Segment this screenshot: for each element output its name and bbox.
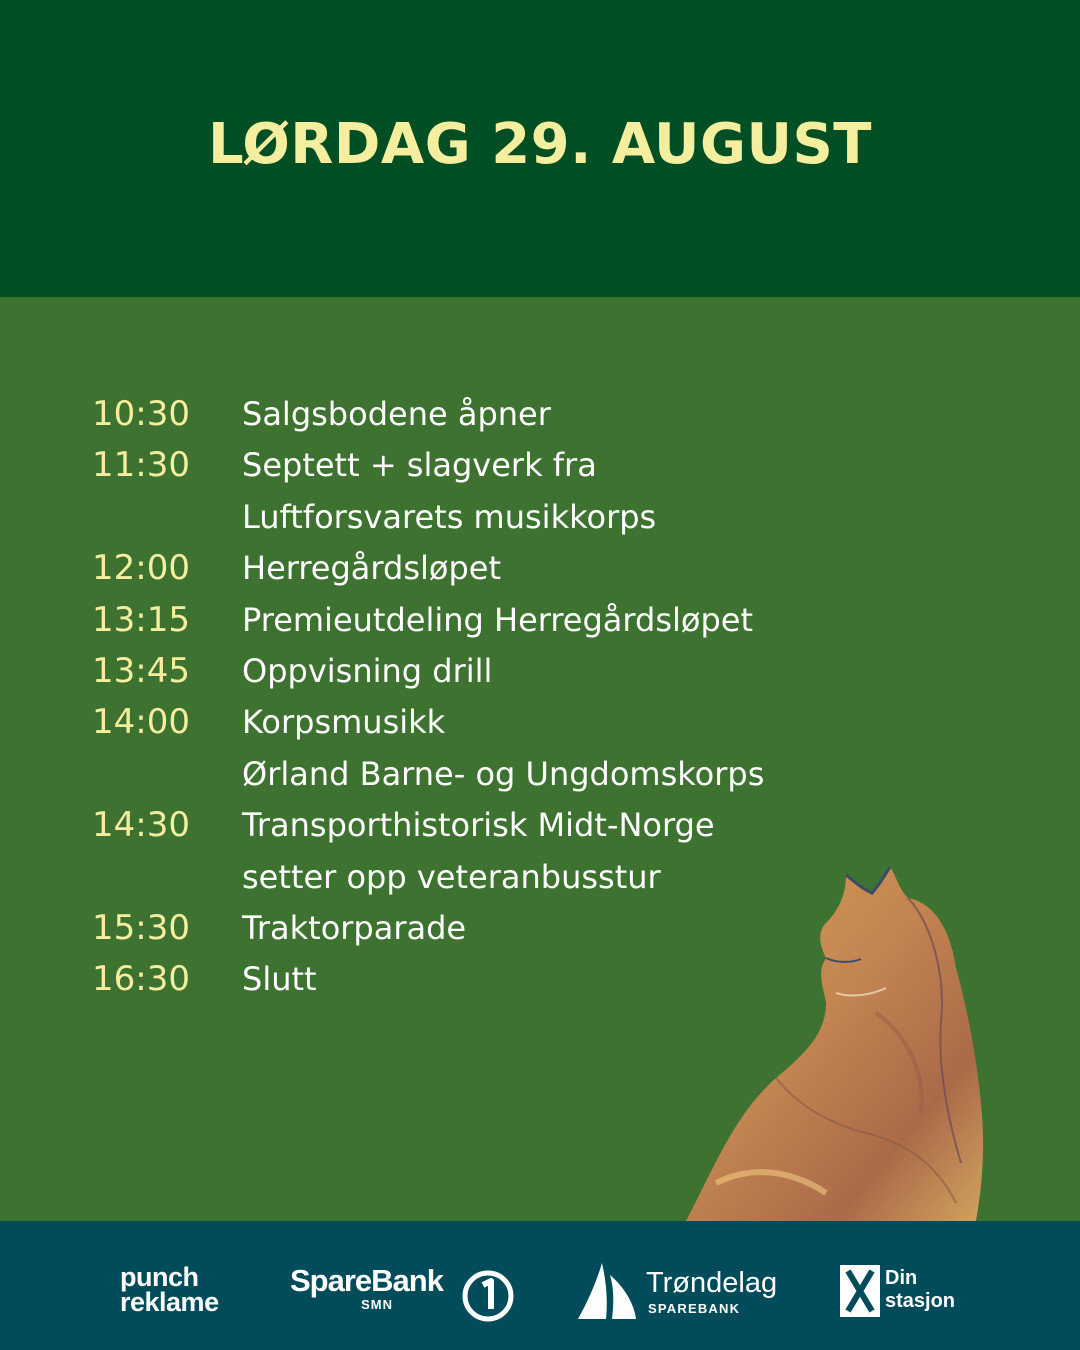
schedule-activity-line: Oppvisning drill bbox=[242, 652, 493, 691]
sponsor-footer bbox=[0, 1221, 1080, 1350]
schedule-activity-line: Premieutdeling Herregårdsløpet bbox=[242, 600, 753, 639]
schedule-row bbox=[92, 697, 852, 800]
schedule-row bbox=[92, 646, 852, 697]
din-stasjon-icon bbox=[840, 1265, 880, 1317]
schedule-activity bbox=[242, 440, 852, 543]
schedule-activity bbox=[242, 543, 852, 594]
schedule-time: 16:30 bbox=[92, 959, 190, 1000]
punch-line-1: punch bbox=[120, 1262, 199, 1292]
sparebank-one-icon bbox=[461, 1269, 515, 1323]
schedule-row bbox=[92, 389, 852, 440]
trondelag-sub: SPAREBANK bbox=[648, 1301, 741, 1316]
schedule-row bbox=[92, 543, 852, 594]
schedule-activity-line: Salgsbodene åpner bbox=[242, 395, 551, 433]
schedule-activity-line: Traktorparade bbox=[242, 909, 467, 948]
schedule-time: 15:30 bbox=[92, 908, 190, 949]
din-stasjon-line-1: Din bbox=[885, 1267, 918, 1289]
sail-icon bbox=[576, 1261, 640, 1321]
schedule-time: 14:30 bbox=[92, 805, 190, 846]
sparebank-logo bbox=[290, 1265, 443, 1312]
schedule-activity-line: Ørland Barne- og Ungdomskorps bbox=[242, 754, 765, 793]
schedule-activity bbox=[242, 595, 852, 646]
schedule-activity-line: Luftforsvarets musikkorps bbox=[242, 497, 657, 536]
schedule-row bbox=[92, 440, 852, 543]
schedule-activity bbox=[242, 697, 852, 800]
schedule-row bbox=[92, 595, 852, 646]
header-band bbox=[0, 0, 1080, 297]
trondelag-name: Trøndelag bbox=[646, 1267, 778, 1299]
punch-line-2: reklame bbox=[120, 1287, 219, 1317]
punch-reklame-logo bbox=[120, 1262, 219, 1317]
schedule-activity-line: setter opp veteranbusstur bbox=[242, 857, 661, 896]
schedule-time: 13:45 bbox=[92, 651, 190, 692]
schedule-activity-line: Transporthistorisk Midt-Norge bbox=[242, 806, 715, 845]
cat-illustration bbox=[676, 863, 996, 1221]
schedule-time: 11:30 bbox=[92, 445, 190, 486]
sparebank-sub: SMN bbox=[361, 1297, 393, 1312]
schedule-time: 10:30 bbox=[92, 394, 190, 434]
din-stasjon-line-2: stasjon bbox=[885, 1290, 956, 1312]
schedule-time: 14:00 bbox=[92, 702, 190, 743]
sparebank-name: SpareBank bbox=[290, 1263, 443, 1298]
schedule-activity bbox=[242, 389, 852, 440]
schedule-activity-line: Septett + slagverk fra bbox=[242, 446, 597, 485]
page-title: LØRDAG 29. AUGUST bbox=[208, 112, 872, 177]
schedule-time: 13:15 bbox=[92, 599, 190, 640]
schedule-activity-line: Herregårdsløpet bbox=[242, 549, 501, 588]
schedule-panel bbox=[0, 297, 1080, 1221]
schedule-activity-line: Slutt bbox=[242, 960, 317, 999]
schedule-activity-line: Korpsmusikk bbox=[242, 703, 446, 742]
schedule-time: 12:00 bbox=[92, 548, 190, 589]
schedule-activity bbox=[242, 646, 852, 697]
